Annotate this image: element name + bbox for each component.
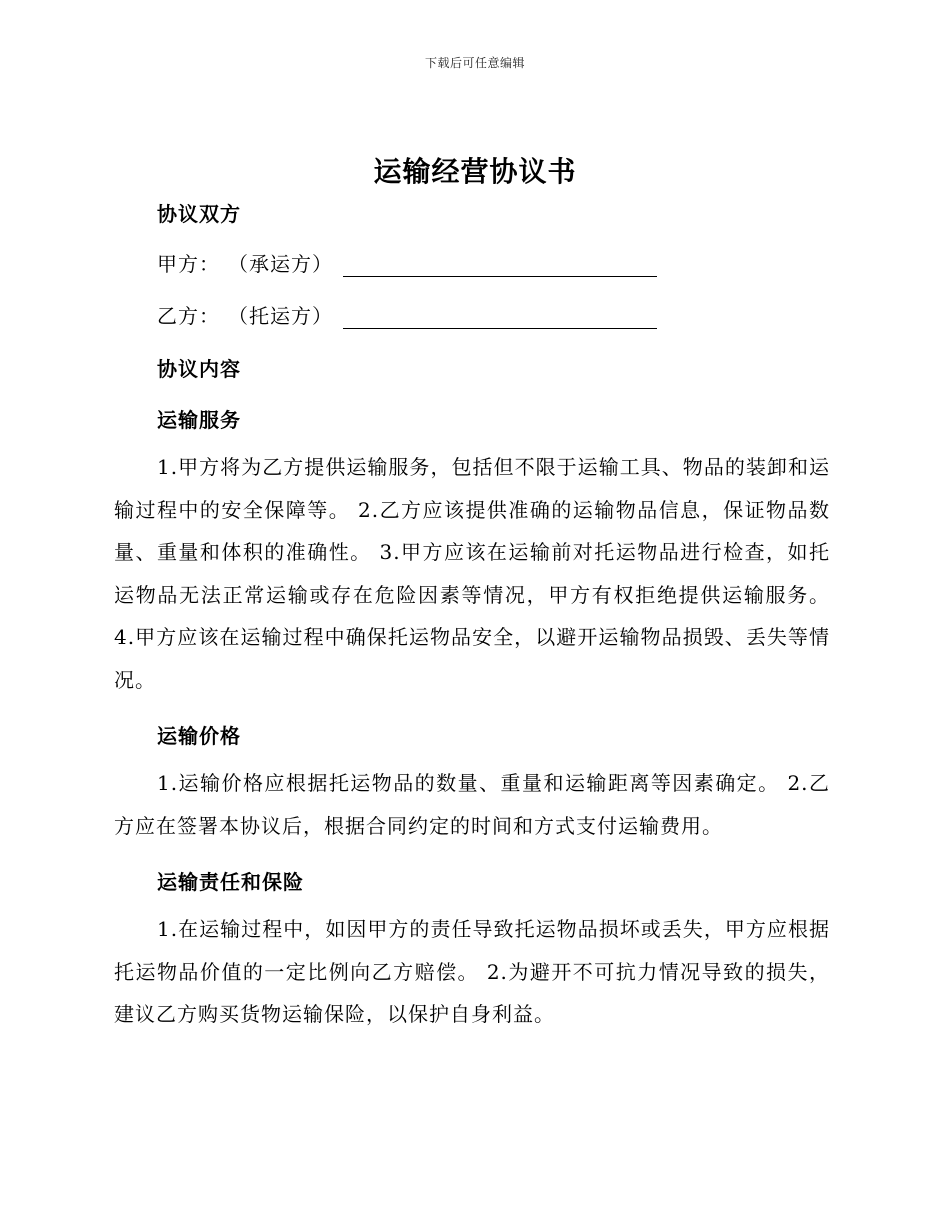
- price-heading: 运输价格: [157, 724, 241, 748]
- party-b-role: （托运方）: [228, 304, 333, 328]
- party-b-line: [157, 300, 657, 329]
- document-title: 运输经营协议书: [373, 155, 577, 188]
- liability-paragraph: 1.在运输过程中，如因甲方的责任导致托运物品损坏或丢失，甲方应根据托运物品价值的一定比例向乙方赔偿。 2.为避开不可抗力情况导致的损失，建议乙方购买货物运输保险，以保护自身利益。: [114, 917, 830, 1026]
- service-heading: 运输服务: [157, 408, 241, 432]
- content-heading: 协议内容: [157, 357, 241, 381]
- parties-heading: 协议双方: [157, 202, 241, 226]
- party-b-blank[interactable]: [343, 306, 657, 329]
- party-a-role: （承运方）: [228, 252, 333, 276]
- liability-heading: 运输责任和保险: [157, 870, 304, 894]
- header-note: 下载后可任意编辑: [424, 56, 525, 70]
- party-b-label: 乙方：: [157, 304, 220, 328]
- service-paragraph: 1.甲方将为乙方提供运输服务，包括但不限于运输工具、物品的装卸和运输过程中的安全保障等。 2.乙方应该提供准确的运输物品信息，保证物品数量、重量和体积的准确性。 3.甲方应该在运输前对托运物品进行检查，如托运物品无法正常运输或存在危险因素等情况，甲方有权拒绝提供运输服务。 4.甲方应该在运输过程中确保托运物品安全，以避开运输物品损毁、丢失等情况。: [114, 455, 830, 692]
- party-a-line: [157, 248, 657, 277]
- party-a-blank[interactable]: [343, 254, 657, 277]
- price-paragraph: 1.运输价格应根据托运物品的数量、重量和运输距离等因素确定。 2.乙方应在签署本协议后，根据合同约定的时间和方式支付运输费用。: [114, 771, 830, 838]
- party-a-label: 甲方：: [157, 252, 220, 276]
